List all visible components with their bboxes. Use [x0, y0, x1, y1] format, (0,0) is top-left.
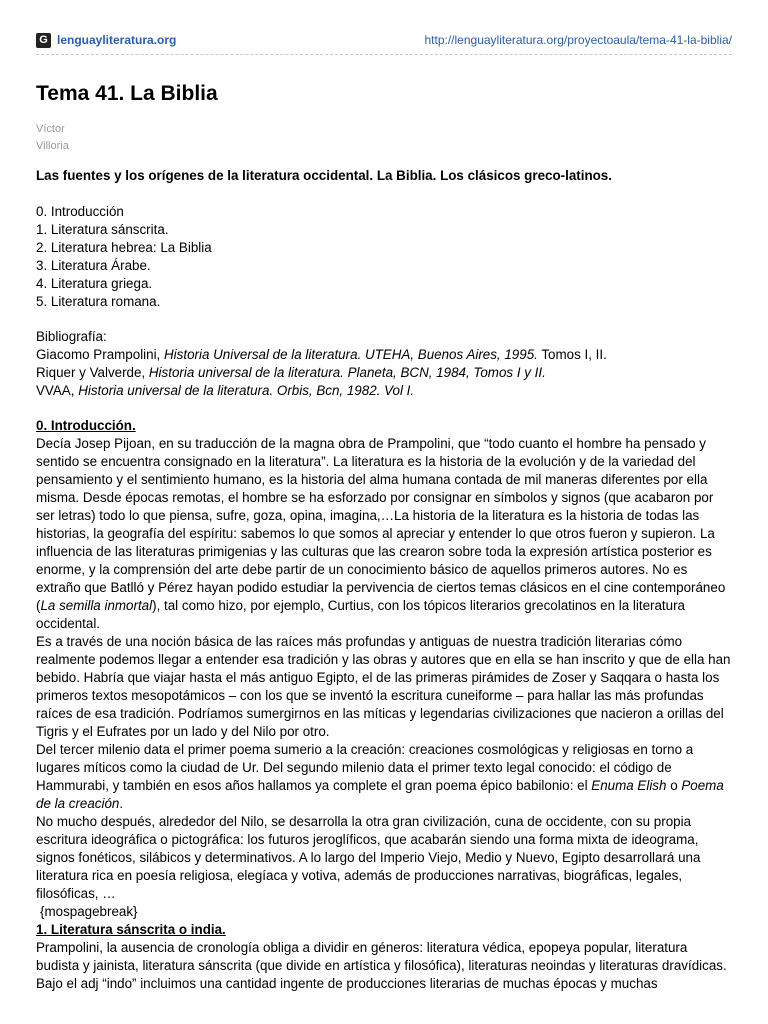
intro-text: . — [119, 796, 124, 811]
section-paragraph: Prampolini, la ausencia de cronología obliga a dividir en géneros: literatura védica, epopeya popular, literatura budista y jainista, literatura sánscrita (que divide en artística y filosófica), literaturas neoindas y literaturas dravídicas. — [36, 940, 727, 973]
intro-paragraph — [36, 435, 732, 633]
bib-work: Historia universal de la literatura. Planeta, BCN, 1984, Tomos I y II. — [148, 365, 546, 380]
page-title: Tema 41. La Biblia — [36, 82, 218, 105]
author-block — [36, 121, 732, 155]
toc-item: 2. Literatura hebrea: La Biblia — [36, 240, 212, 255]
intro-paragraph: Es a través de una noción básica de las raíces más profundas y antiguas de nuestra tradición literarias cómo realmente podemos llegar a entender esa tradición y las obras y autores que en ella se han inscrito y que de ella han bebido. Habría que viajar hasta el más antiguo Egipto, el de las primeras pirámides de Zoser y Saqqara o hasta los primeros textos mesopotámicos – con los que se inventó la escritura cuneiforme – para hallar las más profundas raíces de esa tradición. Podríamos sumergirnos en las míticas y legendarias civilizaciones que nacieron a orillas del Tigris y el Eufrates por un lado y del Nilo por otro. — [36, 634, 731, 739]
bibliography-entry — [36, 364, 732, 382]
intro-text: o — [666, 778, 682, 793]
bibliography — [36, 328, 732, 400]
work-title: Poema de la creación — [36, 778, 724, 811]
intro-paragraph: No mucho después, alrededor del Nilo, se desarrolla la otra gran civilización, cuna de occidente, con su propia escritura ideográfica o pictográfica: los futuros jeroglíficos, que acabarán siendo una forma mixta de ideograma, signos fonéticos, silábicos y determinativos. A lo largo del Imperio Viejo, Medio y Nuevo, Egipto desarrollará una literatura rica en poesía religiosa, elegíaca y votiva, además de producciones narrativas, biográficas, legales, filosóficas, … — [36, 814, 701, 901]
work-title: Enuma Elish — [591, 778, 667, 793]
intro-paragraph — [36, 741, 732, 813]
film-title: La semilla inmortal — [40, 598, 153, 613]
site-logo-icon[interactable]: G — [36, 33, 51, 48]
intro-text: ), tal como hizo, por ejemplo, Curtius, con los tópicos literarios grecolatinos en la literatura occidental. — [36, 598, 686, 631]
bib-author: Giacomo Prampolini, — [36, 347, 165, 362]
header-divider — [36, 54, 732, 55]
site-name-link[interactable]: lenguayliteratura.org — [57, 33, 177, 47]
toc-item: 1. Literatura sánscrita. — [36, 222, 169, 237]
bibliography-label: Bibliografía: — [36, 329, 107, 344]
table-of-contents — [36, 203, 732, 311]
section-heading-introduction: 0. Introducción. — [36, 418, 136, 433]
header-bar — [0, 0, 768, 56]
toc-item: 5. Literatura romana. — [36, 294, 161, 309]
author-first-name: Víctor — [36, 123, 65, 135]
bibliography-entry — [36, 382, 732, 400]
section-paragraph: Bajo el adj “indo” incluimos una cantidad ingente de producciones literarias de muchas épocas y muchas — [36, 976, 658, 991]
intro-text: Decía Josep Pijoan, en su traducción de la magna obra de Prampolini, que “todo cuanto el hombre ha pensado y sentido se encuentra consignado en la literatura”. La literatura es la historia de la evolución y de la variedad del pensamiento y el sentimiento humano, es la historia del alma humana contada de mil maneras diferentes por ella misma. Desde épocas remotas, el hombre se ha esforzado por consignar en símbolos y signos (que acabaron por ser letras) todo lo que piensa, sufre, goza, opina, imagina,…La historia de la literatura es la historia de todas las historias, la geografía del espíritu: sabemos lo que somos al apreciar y entender lo que otros fueron y supieron. La influencia de las literaturas primigenias y las culturas que las crearon sobre toda la expresión artística posterior es enorme, y la comprensión del arte debe partir de un conocimiento básico de aquellos primeros autores. No es extraño que Batlló y Pérez hayan podido estudiar la pervivencia de ciertos temas clásicos en el cine contemporáneo ( — [36, 436, 726, 613]
toc-item: 3. Literatura Árabe. — [36, 258, 151, 273]
section-heading-sanskrit: 1. Literatura sánscrita o india. — [36, 922, 226, 937]
page-url-link[interactable]: http://lenguayliteratura.org/proyectoaula/tema-41-la-biblia/ — [424, 33, 732, 47]
toc-item: 0. Introducción — [36, 204, 124, 219]
intro-text: Del tercer milenio data el primer poema sumerio a la creación: creaciones cosmológicas y religiosas en torno a lugares míticos como la ciudad de Ur. Del segundo milenio data el primer texto legal conocido: el código de Hammurabi, y también en esos años hallamos ya complete el gran poema épico babilonio: el — [36, 742, 694, 793]
article-subtitle: Las fuentes y los orígenes de la literatura occidental. La Biblia. Los clásicos greco-latinos. — [36, 168, 612, 183]
bib-author: Riquer y Valverde, — [36, 365, 149, 380]
bib-work: Historia universal de la literatura. Orbis, Bcn, 1982. Vol I. — [78, 383, 415, 398]
bib-extra: Tomos I, II. — [537, 347, 607, 362]
page-break-marker: {mospagebreak} — [40, 904, 138, 919]
bib-author: VVAA, — [36, 383, 79, 398]
toc-item: 4. Literatura griega. — [36, 276, 153, 291]
author-last-name: Villoria — [36, 140, 69, 152]
article-body — [0, 56, 768, 993]
bib-work: Historia Universal de la literatura. UTEHA, Buenos Aires, 1995. — [164, 347, 538, 362]
bibliography-entry — [36, 346, 732, 364]
